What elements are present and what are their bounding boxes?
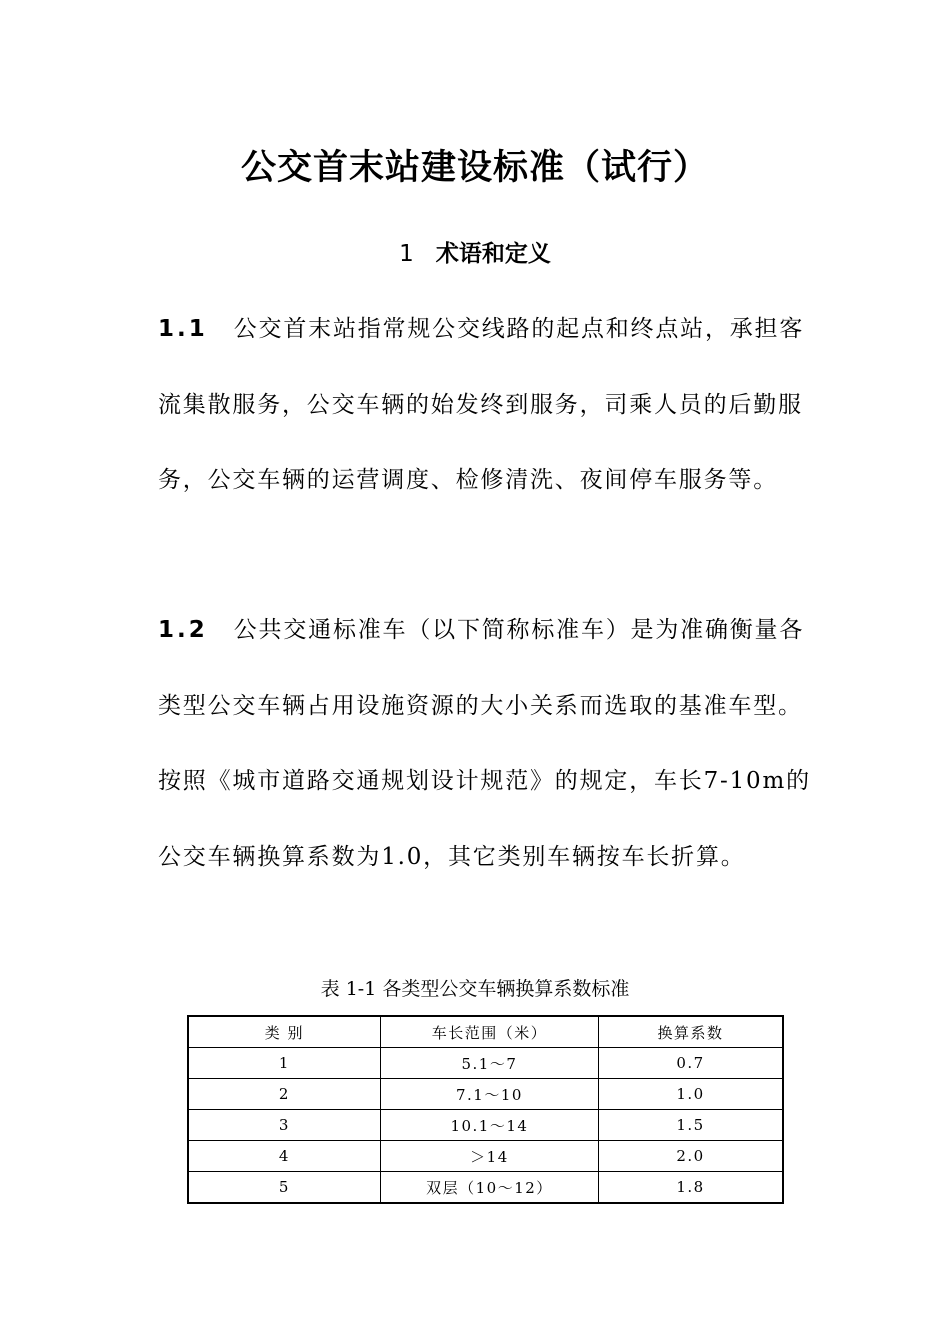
cell-coefficient: 1.5	[599, 1110, 783, 1141]
cell-category: 5	[188, 1172, 380, 1204]
section-label: 术语和定义	[435, 241, 551, 267]
cell-coefficient: 2.0	[599, 1141, 783, 1172]
cell-category: 1	[188, 1048, 380, 1079]
section-heading	[0, 235, 950, 268]
table-caption: 表 1-1 各类型公交车辆换算系数标准	[320, 978, 630, 1000]
cell-coefficient: 1.8	[599, 1172, 783, 1204]
header-coefficient: 换算系数	[599, 1016, 783, 1048]
cell-length-range: 双层（10～12）	[380, 1172, 598, 1204]
cell-category: 4	[188, 1141, 380, 1172]
table-row	[188, 1172, 783, 1204]
cell-length-range: 10.1～14	[380, 1110, 598, 1141]
paragraph-1-2	[158, 593, 818, 895]
conversion-table	[187, 1015, 784, 1204]
header-length-range: 车长范围（米）	[380, 1016, 598, 1048]
page-title: 公交首末站建设标准（试行）	[240, 148, 709, 188]
table-header-row	[188, 1016, 783, 1048]
cell-length-range: 5.1～7	[380, 1048, 598, 1079]
table-row	[188, 1079, 783, 1110]
paragraph-1-1	[158, 292, 818, 519]
table-row	[188, 1110, 783, 1141]
section-number: 1	[399, 241, 414, 267]
table-row	[188, 1141, 783, 1172]
table-row	[188, 1048, 783, 1079]
cell-length-range: ＞14	[380, 1141, 598, 1172]
cell-coefficient: 0.7	[599, 1048, 783, 1079]
cell-category: 3	[188, 1110, 380, 1141]
cell-category: 2	[188, 1079, 380, 1110]
clause-number: 1.2	[158, 617, 208, 643]
paragraph-text: 公交首末站指常规公交线路的起点和终点站，承担客流集散服务，公交车辆的始发终到服务，司乘人员的后勤服务，公交车辆的运营调度、检修清洗、夜间停车服务等。	[158, 316, 805, 493]
cell-length-range: 7.1～10	[380, 1079, 598, 1110]
cell-coefficient: 1.0	[599, 1079, 783, 1110]
paragraph-text: 公共交通标准车（以下简称标准车）是为准确衡量各类型公交车辆占用设施资源的大小关系而选取的基准车型。按照《城市道路交通规划设计规范》的规定，车长7-10m的公交车辆换算系数为1.0，其它类别车辆按车长折算。	[158, 617, 811, 870]
header-category: 类 别	[188, 1016, 380, 1048]
clause-number: 1.1	[158, 316, 208, 342]
